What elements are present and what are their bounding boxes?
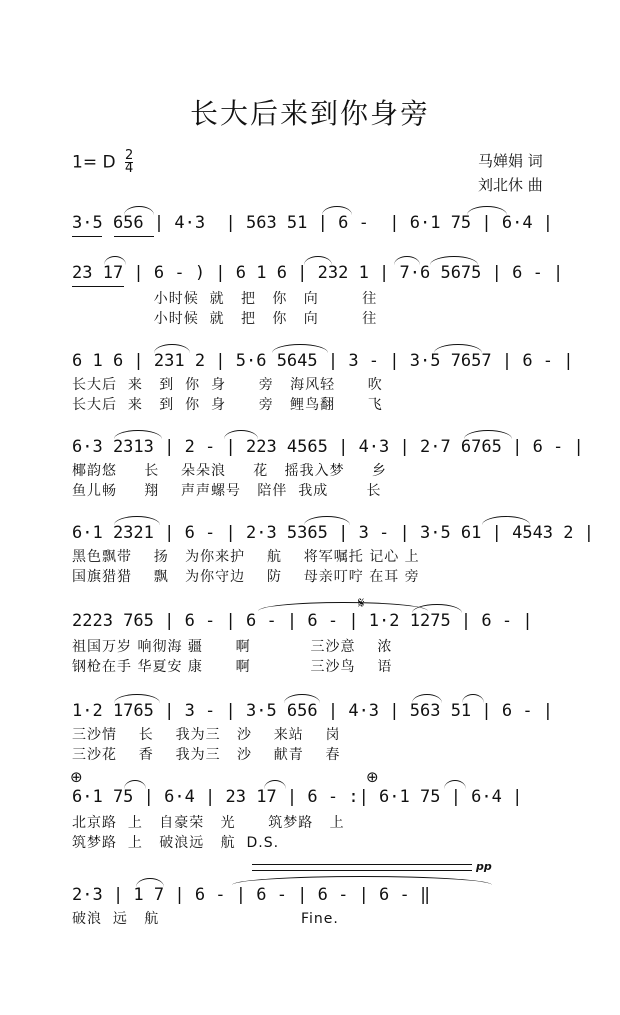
lyrics-verse-2: 鱼儿畅 翔 声声螺号 陪伴 我成 长 bbox=[72, 483, 382, 499]
slur bbox=[412, 604, 462, 613]
lyrics-verse-1: 北京路 上 自豪荣 光 筑梦路 上 bbox=[72, 815, 345, 831]
slur bbox=[412, 694, 442, 703]
coda-icon: ⊕ bbox=[366, 768, 379, 786]
slur bbox=[114, 430, 162, 439]
slur bbox=[124, 780, 146, 789]
slur bbox=[464, 430, 512, 439]
slur bbox=[467, 206, 507, 215]
slur bbox=[462, 694, 484, 703]
composer-credit: 刘北休 曲 bbox=[478, 176, 543, 194]
segno-icon: 𝄋 bbox=[358, 594, 365, 612]
notes-line: 3·5 656 | 4·3 | 563 51 | 6 - | 6·1 75 | 6·4 | bbox=[72, 213, 554, 233]
notes-line: 6·3 2313 | 2 - | 223 4565 | 4·3 | 2·7 6765 | 6 - | bbox=[72, 437, 584, 457]
time-signature bbox=[125, 150, 133, 175]
song-title: 长大后来到你身旁 bbox=[189, 97, 430, 130]
slur bbox=[224, 430, 258, 439]
notes-line: 6 1 6 | 231 2 | 5·6 5645 | 3 - | 3·5 7657 | 6 - | bbox=[72, 351, 574, 371]
decrescendo-line bbox=[252, 870, 472, 871]
key-signature bbox=[72, 150, 133, 175]
notes-line: 23 17 | 6 - ) | 6 1 6 | 232 1 | 7·6 5675 | 6 - | bbox=[72, 263, 564, 283]
lyricist-credit: 马婵娟 词 bbox=[478, 152, 543, 170]
slur bbox=[114, 516, 160, 525]
lyrics-verse-2: 筑梦路 上 破浪远 航 D.S. bbox=[72, 835, 280, 851]
lyrics-verse-2: 国旗猎猎 飘 为你守边 防 母亲叮咛 在耳 旁 bbox=[72, 569, 420, 585]
notes-line: 1·2 1765 | 3 - | 3·5 656 | 4·3 | 563 51 | 6 - | bbox=[72, 701, 554, 721]
lyrics-verse-1: 小时候 就 把 你 向 往 bbox=[72, 291, 378, 307]
slur bbox=[394, 256, 420, 265]
slur bbox=[430, 256, 478, 265]
slur bbox=[104, 256, 126, 265]
slur bbox=[304, 256, 332, 265]
lyrics-verse-2: 长大后 来 到 你 身 旁 鲤鸟翻 飞 bbox=[72, 397, 383, 413]
time-signature-top: 2 bbox=[124, 148, 134, 163]
slur bbox=[272, 344, 328, 353]
lyrics-verse-1: 破浪 远 航 Fine. bbox=[72, 911, 339, 927]
notes-line: 6·1 2321 | 6 - | 2·3 5365 | 3 - | 3·5 61 | 4543 2 | bbox=[72, 523, 594, 543]
lyrics-verse-2: 钢枪在手 华夏安 康 啊 三沙鸟 语 bbox=[72, 659, 393, 675]
underline bbox=[114, 236, 154, 237]
slur bbox=[304, 516, 350, 525]
slur bbox=[114, 694, 160, 703]
decrescendo-line bbox=[252, 864, 472, 865]
time-signature-bottom: 4 bbox=[124, 161, 134, 176]
slur bbox=[322, 206, 352, 215]
lyrics-verse-1: 三沙情 长 我为三 沙 来站 岗 bbox=[72, 727, 341, 743]
lyrics-verse-1: 祖国万岁 响彻海 疆 啊 三沙意 浓 bbox=[72, 639, 393, 655]
slur bbox=[154, 344, 190, 353]
coda-icon: ⊕ bbox=[70, 768, 83, 786]
key-label: 1= D bbox=[72, 152, 116, 173]
notes-line: 2223 765 | 6 - | 6 - | 6 - | 1·2 1275 | 6 - | bbox=[72, 611, 533, 631]
lyrics-verse-1: 长大后 来 到 你 身 旁 海风轻 吹 bbox=[72, 377, 383, 393]
tie bbox=[258, 602, 428, 611]
dynamic-mark: pp bbox=[476, 860, 492, 873]
slur bbox=[284, 694, 320, 703]
slur bbox=[264, 780, 286, 789]
lyrics-verse-1: 黑色飘带 扬 为你来护 航 将军嘱托 记心 上 bbox=[72, 549, 420, 565]
notes-line: 2·3 | 1 7 | 6 - | 6 - | 6 - | 6 - ‖ bbox=[72, 885, 431, 905]
slur bbox=[482, 516, 530, 525]
slur bbox=[136, 878, 164, 887]
slur bbox=[124, 206, 154, 215]
slur bbox=[444, 780, 466, 789]
underline bbox=[72, 286, 124, 287]
underline bbox=[72, 236, 102, 237]
slur bbox=[434, 344, 482, 353]
lyrics-verse-1: 椰韵悠 长 朵朵浪 花 摇我入梦 乡 bbox=[72, 463, 387, 479]
notes-line: 6·1 75 | 6·4 | 23 17 | 6 - :| 6·1 75 | 6·4 | bbox=[72, 787, 523, 807]
lyrics-verse-2: 三沙花 香 我为三 沙 献青 春 bbox=[72, 747, 341, 763]
lyrics-verse-2: 小时候 就 把 你 向 往 bbox=[72, 311, 378, 327]
tie bbox=[232, 876, 492, 885]
